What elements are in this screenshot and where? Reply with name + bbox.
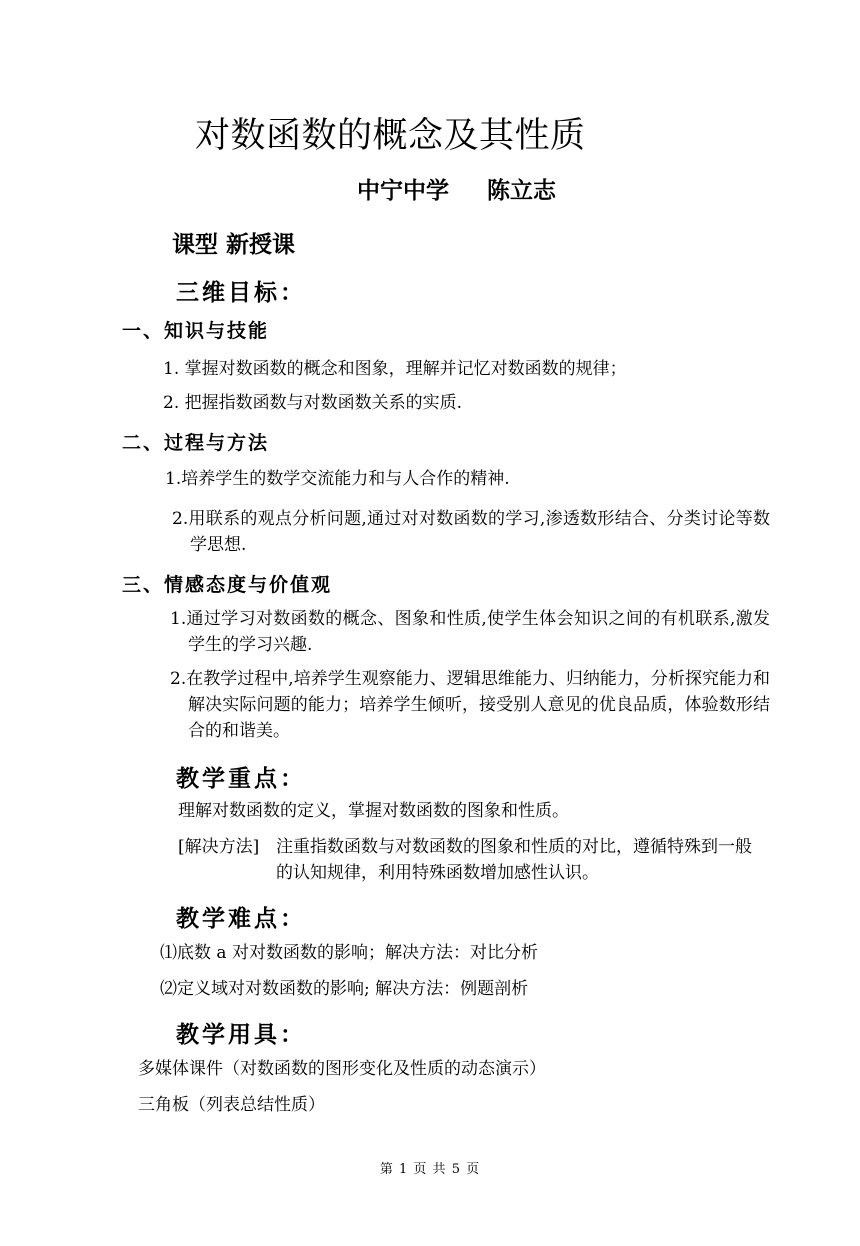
- section-heading-process: 二、过程与方法: [122, 432, 270, 454]
- objectives-heading: 三维目标：: [176, 280, 306, 306]
- tool-item-2: 三角板（列表总结性质）: [138, 1095, 325, 1115]
- school-name: 中宁中学: [357, 178, 449, 204]
- tool-item-1: 多媒体课件（对数函数的图形变化及性质的动态演示）: [138, 1059, 546, 1079]
- process-item-2: 2.用联系的观点分析问题,通过对对数函数的学习,渗透数形结合、分类讨论等数学思想.: [172, 509, 770, 555]
- author-line: [357, 172, 556, 205]
- knowledge-item-1: 1. 掌握对数函数的概念和图象，理解并记忆对数函数的规律；: [163, 359, 627, 379]
- difficulties-heading: 教学难点：: [176, 906, 306, 932]
- key-points-heading: 教学重点：: [176, 766, 306, 792]
- page-footer: 第 1 页 共 5 页: [379, 1162, 481, 1177]
- method-text: 注重指数函数与对数函数的图象和性质的对比，遵循特殊到一般的认知规律，利用特殊函数增加感性认识。: [276, 837, 752, 883]
- section-heading-attitude: 三、情感态度与价值观: [122, 574, 333, 596]
- author-name: 陈立志: [487, 178, 556, 204]
- knowledge-item-2: 2. 把握指数函数与对数函数关系的实质.: [163, 393, 463, 413]
- process-item-1: 1.培养学生的数学交流能力和与人合作的精神.: [165, 469, 510, 489]
- key-points-text: 理解对数函数的定义，掌握对数函数的图象和性质。: [178, 801, 569, 821]
- document-title: 对数函数的概念及其性质: [195, 116, 586, 156]
- attitude-item-1: 1.通过学习对数函数的概念、图象和性质,使学生体会知识之间的有机联系,激发学生的学习兴趣.: [170, 609, 770, 655]
- lesson-type: 课型 新授课: [172, 232, 296, 258]
- tools-heading: 教学用具：: [176, 1022, 306, 1048]
- method-label: [解决方法]: [178, 837, 260, 857]
- difficulty-item-2: ⑵定义域对对数函数的影响; 解决方法：例题剖析: [160, 979, 529, 999]
- attitude-item-2: 2.在教学过程中,培养学生观察能力、逻辑思维能力、归纳能力，分析探究能力和解决实际问题的能力；培养学生倾听，接受别人意见的优良品质，体验数形结合的和谐美。: [170, 669, 770, 741]
- difficulty-item-1: ⑴底数 a 对对数函数的影响；解决方法：对比分析: [160, 943, 538, 963]
- section-heading-knowledge: 一、知识与技能: [122, 320, 270, 342]
